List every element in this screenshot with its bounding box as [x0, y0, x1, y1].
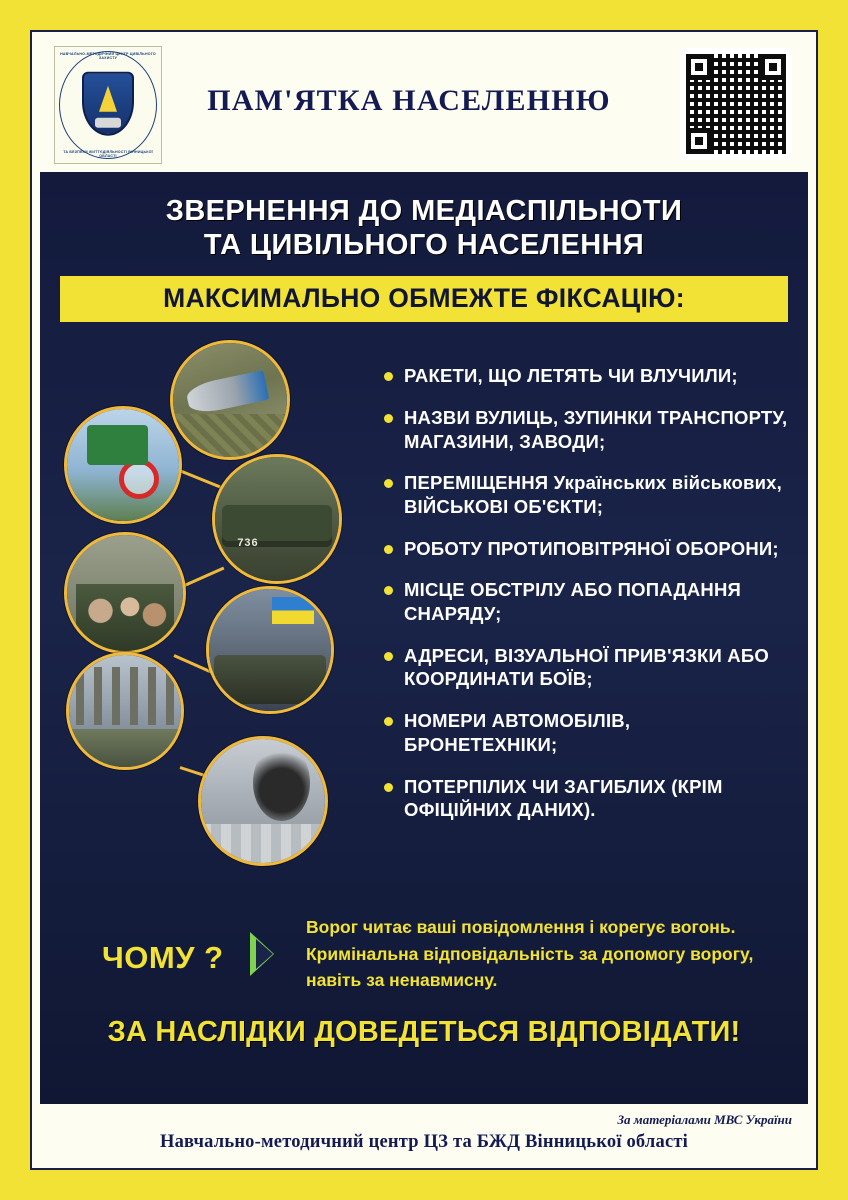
why-line-2: Кримінальна відповідальність за допомогу ворогу, [306, 943, 754, 964]
bullet-dot-icon [384, 372, 393, 381]
photo-road-sign-crossed [64, 406, 182, 524]
list-item-label: МІСЦЕ ОБСТРІЛУ АБО ПОПАДАННЯ СНАРЯДУ; [404, 579, 742, 625]
yellow-callout-bar [60, 276, 788, 322]
why-label: ЧОМУ ? [102, 940, 224, 976]
emblem-logo [54, 46, 162, 164]
footer-source: За матеріалами МВС України [617, 1112, 792, 1127]
qr-finder-top-left [686, 54, 712, 80]
list-item [384, 364, 788, 388]
content-area [54, 336, 794, 896]
photo-missile-debris [170, 340, 290, 460]
list-item [384, 471, 788, 518]
bullet-dot-icon [384, 717, 393, 726]
bullet-dot-icon [384, 783, 393, 792]
list-item-label: РОБОТУ ПРОТИПОВІТРЯНОЇ ОБОРОНИ; [404, 537, 779, 559]
list-item-label: ПЕРЕМІЩЕННЯ Українських військових, ВІЙСЬКОВІ ОБ'ЄКТИ; [404, 472, 783, 518]
qr-code-icon[interactable] [680, 48, 792, 160]
list-item-label: ПОТЕРПІЛИХ ЧИ ЗАГИБЛИХ (КРІМ ОФІЦІЙНИХ ДАНИХ). [404, 775, 723, 821]
photo-explosion-city [198, 736, 328, 866]
footer-organization: Навчально-методичний центр ЦЗ та БЖД Вінницької області [159, 1132, 688, 1152]
photo-armored-vehicle-736 [212, 454, 342, 584]
list-item-label: НАЗВИ ВУЛИЦЬ, ЗУПИНКИ ТРАНСПОРТУ, МАГАЗИНИ, ЗАВОДИ; [404, 407, 788, 452]
list-item [384, 537, 788, 561]
list-item-label: РАКЕТИ, ЩО ЛЕТЯТЬ ЧИ ВЛУЧИЛИ; [404, 365, 738, 387]
qr-finder-top-right [760, 54, 786, 80]
photo-soldiers-group [64, 532, 186, 654]
consequence-banner: ЗА НАСЛІДКИ ДОВЕДЕТЬСЯ ВІДПОВІДАТИ! [107, 1016, 741, 1049]
emblem-bottom-text: ТА БЕЗПЕКИ ЖИТТЄДІЯЛЬНОСТІ ВІННИЦЬКОЇ ОБЛАСТІ [63, 149, 153, 158]
page-title: ПАМ'ЯТКА НАСЕЛЕННЮ [207, 84, 611, 117]
why-line-3: навіть за ненавмисну. [306, 969, 498, 990]
qr-finder-bottom-left [686, 128, 712, 154]
photo-military-column-flag [206, 586, 334, 714]
poster-sheet [30, 30, 818, 1170]
list-item [384, 644, 788, 691]
list-item [384, 775, 788, 822]
list-item-label: АДРЕСИ, ВІЗУАЛЬНОЇ ПРИВ'ЯЗКИ АБО КООРДИНАТИ БОЇВ; [404, 644, 769, 690]
list-item [384, 709, 788, 756]
restrictions-list [384, 364, 788, 839]
main-heading-line1: ЗВЕРНЕННЯ ДО МЕДІАСПІЛЬНОТИ [165, 195, 683, 227]
bullet-dot-icon [384, 545, 393, 554]
qr-code-pattern [686, 54, 786, 154]
main-heading-line2: ТА ЦИВІЛЬНОГО НАСЕЛЕННЯ [203, 229, 645, 262]
list-item [384, 578, 788, 625]
list-item-label: НОМЕРИ АВТОМОБІЛІВ, БРОНЕТЕХНІКИ; [404, 710, 631, 755]
why-explanation [306, 914, 784, 993]
yellow-callout-text: МАКСИМАЛЬНО ОБМЕЖТЕ ФІКСАЦІЮ: [163, 283, 685, 314]
bullet-dot-icon [384, 586, 393, 595]
list-item [384, 406, 788, 453]
bullet-dot-icon [384, 652, 393, 661]
poster-footer [32, 1104, 816, 1168]
bullet-dot-icon [384, 479, 393, 488]
emblem-top-text: НАВЧАЛЬНО-МЕТОДИЧНИЙ ЦЕНТР ЦИВІЛЬНОГО ЗАХИСТУ [60, 52, 156, 61]
photo-cluster [62, 336, 362, 881]
why-line-1: Ворог читає ваші повідомлення і корегує вогонь. [306, 917, 736, 938]
poster-body [40, 172, 808, 1104]
arrow-right-icon [250, 932, 276, 976]
poster-header [32, 32, 816, 172]
main-heading [54, 194, 794, 262]
bullet-dot-icon [384, 414, 393, 423]
photo-air-defense-launcher [66, 652, 184, 770]
why-section [54, 902, 794, 1014]
